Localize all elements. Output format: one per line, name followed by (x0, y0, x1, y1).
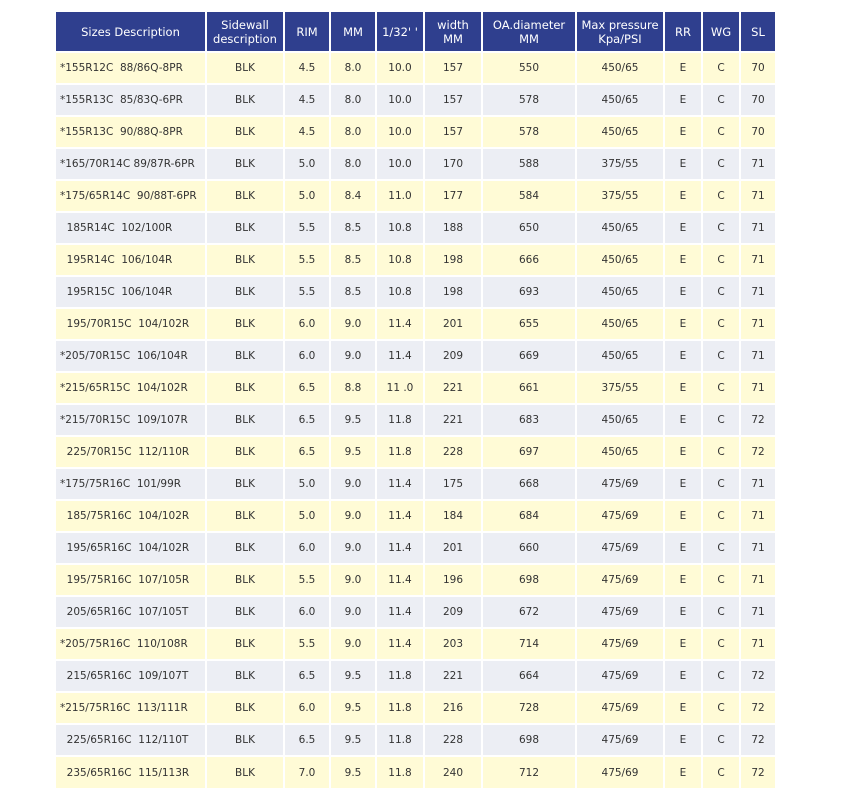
cell-size-description: *155R12C 88/86Q-8PR (56, 52, 206, 84)
cell-rr: E (664, 244, 702, 276)
table-row (56, 148, 776, 180)
cell-rr: E (664, 372, 702, 404)
cell-mm: 8.5 (330, 276, 376, 308)
cell-sidewall: BLK (206, 500, 284, 532)
cell-oa-diameter: 660 (482, 532, 576, 564)
cell-size-description: 195/75R16C 107/105R (56, 564, 206, 596)
cell-rr: E (664, 564, 702, 596)
cell-sl: 72 (740, 436, 776, 468)
cell-wg: C (702, 372, 740, 404)
cell-max-pressure: 475/69 (576, 628, 664, 660)
cell-size-description: *215/70R15C 109/107R (56, 404, 206, 436)
cell-width-mm: 170 (424, 148, 482, 180)
cell-width-mm: 157 (424, 116, 482, 148)
cell-mm: 8.4 (330, 180, 376, 212)
cell-tread-depth: 11.4 (376, 564, 424, 596)
cell-size-description: *175/65R14C 90/88T-6PR (56, 180, 206, 212)
cell-width-mm: 221 (424, 404, 482, 436)
cell-sl: 71 (740, 340, 776, 372)
cell-tread-depth: 11.4 (376, 308, 424, 340)
cell-width-mm: 157 (424, 52, 482, 84)
cell-oa-diameter: 712 (482, 756, 576, 788)
cell-tread-depth: 11.4 (376, 468, 424, 500)
cell-sidewall: BLK (206, 84, 284, 116)
tire-spec-table (56, 12, 777, 788)
cell-wg: C (702, 52, 740, 84)
cell-width-mm: 157 (424, 84, 482, 116)
cell-oa-diameter: 664 (482, 660, 576, 692)
cell-max-pressure: 450/65 (576, 276, 664, 308)
cell-width-mm: 240 (424, 756, 482, 788)
cell-width-mm: 209 (424, 340, 482, 372)
cell-sl: 71 (740, 244, 776, 276)
cell-oa-diameter: 584 (482, 180, 576, 212)
cell-sl: 71 (740, 532, 776, 564)
cell-oa-diameter: 672 (482, 596, 576, 628)
table-row (56, 340, 776, 372)
cell-width-mm: 228 (424, 724, 482, 756)
cell-sidewall: BLK (206, 180, 284, 212)
col-header-sl: SL (740, 12, 776, 52)
cell-rr: E (664, 276, 702, 308)
col-header-width-mm: width MM (424, 12, 482, 52)
cell-sidewall: BLK (206, 436, 284, 468)
cell-size-description: 215/65R16C 109/107T (56, 660, 206, 692)
cell-mm: 9.5 (330, 692, 376, 724)
cell-size-description: 195/70R15C 104/102R (56, 308, 206, 340)
cell-sl: 70 (740, 116, 776, 148)
cell-size-description: *155R13C 90/88Q-8PR (56, 116, 206, 148)
cell-sl: 71 (740, 276, 776, 308)
col-header-rim: RIM (284, 12, 330, 52)
cell-max-pressure: 475/69 (576, 468, 664, 500)
cell-sl: 71 (740, 564, 776, 596)
cell-mm: 9.0 (330, 628, 376, 660)
table-row (56, 276, 776, 308)
cell-wg: C (702, 596, 740, 628)
cell-size-description: 185R14C 102/100R (56, 212, 206, 244)
cell-max-pressure: 475/69 (576, 692, 664, 724)
cell-wg: C (702, 180, 740, 212)
table-row (56, 84, 776, 116)
cell-rr: E (664, 84, 702, 116)
table-row (56, 404, 776, 436)
cell-wg: C (702, 116, 740, 148)
cell-wg: C (702, 628, 740, 660)
cell-sidewall: BLK (206, 340, 284, 372)
cell-sl: 72 (740, 692, 776, 724)
cell-max-pressure: 475/69 (576, 756, 664, 788)
col-header-wg: WG (702, 12, 740, 52)
cell-mm: 9.5 (330, 756, 376, 788)
cell-oa-diameter: 684 (482, 500, 576, 532)
cell-sidewall: BLK (206, 756, 284, 788)
table-row (56, 756, 776, 788)
col-header-tread-depth: 1/32' ' (376, 12, 424, 52)
cell-size-description: *205/75R16C 110/108R (56, 628, 206, 660)
cell-width-mm: 196 (424, 564, 482, 596)
cell-sidewall: BLK (206, 212, 284, 244)
cell-size-description: *155R13C 85/83Q-6PR (56, 84, 206, 116)
cell-tread-depth: 11.8 (376, 404, 424, 436)
cell-mm: 9.0 (330, 308, 376, 340)
cell-oa-diameter: 666 (482, 244, 576, 276)
cell-wg: C (702, 276, 740, 308)
cell-width-mm: 221 (424, 372, 482, 404)
cell-width-mm: 203 (424, 628, 482, 660)
cell-sl: 71 (740, 180, 776, 212)
cell-sl: 72 (740, 404, 776, 436)
cell-sidewall: BLK (206, 564, 284, 596)
cell-max-pressure: 450/65 (576, 308, 664, 340)
cell-sl: 71 (740, 500, 776, 532)
cell-wg: C (702, 212, 740, 244)
table-row (56, 116, 776, 148)
cell-wg: C (702, 404, 740, 436)
cell-mm: 8.0 (330, 116, 376, 148)
col-header-oa-diameter: OA.diameter MM (482, 12, 576, 52)
cell-size-description: 205/65R16C 107/105T (56, 596, 206, 628)
col-header-rr: RR (664, 12, 702, 52)
cell-width-mm: 175 (424, 468, 482, 500)
cell-max-pressure: 450/65 (576, 84, 664, 116)
cell-tread-depth: 11.8 (376, 756, 424, 788)
cell-width-mm: 201 (424, 308, 482, 340)
cell-size-description: *215/65R15C 104/102R (56, 372, 206, 404)
cell-tread-depth: 11.4 (376, 500, 424, 532)
cell-max-pressure: 475/69 (576, 660, 664, 692)
cell-max-pressure: 375/55 (576, 148, 664, 180)
table-row (56, 436, 776, 468)
cell-sl: 71 (740, 468, 776, 500)
cell-wg: C (702, 244, 740, 276)
cell-tread-depth: 11 .0 (376, 372, 424, 404)
cell-wg: C (702, 500, 740, 532)
cell-oa-diameter: 668 (482, 468, 576, 500)
cell-oa-diameter: 669 (482, 340, 576, 372)
cell-max-pressure: 450/65 (576, 212, 664, 244)
cell-tread-depth: 11.4 (376, 596, 424, 628)
cell-rr: E (664, 308, 702, 340)
cell-tread-depth: 10.0 (376, 116, 424, 148)
cell-sl: 71 (740, 212, 776, 244)
table-row (56, 468, 776, 500)
cell-mm: 9.5 (330, 436, 376, 468)
cell-mm: 8.0 (330, 84, 376, 116)
cell-sidewall: BLK (206, 692, 284, 724)
cell-rr: E (664, 692, 702, 724)
cell-max-pressure: 475/69 (576, 532, 664, 564)
table-row (56, 180, 776, 212)
cell-rr: E (664, 180, 702, 212)
table-row (56, 532, 776, 564)
cell-sidewall: BLK (206, 628, 284, 660)
cell-size-description: 225/65R16C 112/110T (56, 724, 206, 756)
cell-width-mm: 216 (424, 692, 482, 724)
cell-oa-diameter: 698 (482, 724, 576, 756)
cell-tread-depth: 10.8 (376, 212, 424, 244)
cell-sl: 71 (740, 372, 776, 404)
cell-width-mm: 198 (424, 244, 482, 276)
cell-rr: E (664, 756, 702, 788)
col-header-mm: MM (330, 12, 376, 52)
cell-wg: C (702, 756, 740, 788)
cell-max-pressure: 475/69 (576, 724, 664, 756)
cell-rim: 6.5 (284, 372, 330, 404)
cell-size-description: 195/65R16C 104/102R (56, 532, 206, 564)
cell-rim: 5.5 (284, 628, 330, 660)
cell-sidewall: BLK (206, 276, 284, 308)
cell-rr: E (664, 212, 702, 244)
cell-max-pressure: 475/69 (576, 564, 664, 596)
cell-wg: C (702, 724, 740, 756)
cell-wg: C (702, 660, 740, 692)
cell-oa-diameter: 650 (482, 212, 576, 244)
cell-tread-depth: 11.8 (376, 436, 424, 468)
cell-oa-diameter: 728 (482, 692, 576, 724)
cell-rim: 5.0 (284, 468, 330, 500)
cell-size-description: 195R15C 106/104R (56, 276, 206, 308)
cell-rim: 6.0 (284, 308, 330, 340)
cell-rr: E (664, 500, 702, 532)
cell-width-mm: 201 (424, 532, 482, 564)
cell-sidewall: BLK (206, 116, 284, 148)
cell-tread-depth: 11.4 (376, 340, 424, 372)
cell-oa-diameter: 683 (482, 404, 576, 436)
cell-max-pressure: 450/65 (576, 116, 664, 148)
cell-mm: 9.5 (330, 404, 376, 436)
table-row (56, 564, 776, 596)
cell-rim: 6.0 (284, 596, 330, 628)
cell-size-description: 235/65R16C 115/113R (56, 756, 206, 788)
cell-width-mm: 221 (424, 660, 482, 692)
cell-rim: 5.5 (284, 244, 330, 276)
header-row (56, 12, 776, 52)
cell-rr: E (664, 340, 702, 372)
cell-wg: C (702, 532, 740, 564)
cell-rim: 6.5 (284, 436, 330, 468)
cell-sidewall: BLK (206, 404, 284, 436)
col-header-sidewall-description: Sidewall description (206, 12, 284, 52)
cell-sl: 72 (740, 756, 776, 788)
cell-size-description: 225/70R15C 112/110R (56, 436, 206, 468)
cell-sidewall: BLK (206, 596, 284, 628)
cell-rim: 5.5 (284, 564, 330, 596)
cell-wg: C (702, 564, 740, 596)
cell-mm: 8.5 (330, 244, 376, 276)
cell-mm: 9.5 (330, 660, 376, 692)
cell-sl: 70 (740, 84, 776, 116)
table-body (56, 52, 776, 788)
cell-rim: 6.5 (284, 404, 330, 436)
cell-rim: 6.0 (284, 692, 330, 724)
cell-oa-diameter: 578 (482, 116, 576, 148)
cell-sidewall: BLK (206, 244, 284, 276)
cell-rim: 7.0 (284, 756, 330, 788)
cell-oa-diameter: 693 (482, 276, 576, 308)
cell-mm: 9.0 (330, 468, 376, 500)
cell-tread-depth: 11.4 (376, 532, 424, 564)
cell-tread-depth: 10.8 (376, 276, 424, 308)
cell-oa-diameter: 698 (482, 564, 576, 596)
cell-rim: 5.0 (284, 148, 330, 180)
cell-max-pressure: 450/65 (576, 340, 664, 372)
cell-sl: 72 (740, 660, 776, 692)
cell-sidewall: BLK (206, 660, 284, 692)
cell-mm: 8.8 (330, 372, 376, 404)
table-row (56, 52, 776, 84)
cell-width-mm: 177 (424, 180, 482, 212)
cell-rr: E (664, 436, 702, 468)
col-header-sizes-description: Sizes Description (56, 12, 206, 52)
cell-max-pressure: 450/65 (576, 244, 664, 276)
cell-sidewall: BLK (206, 148, 284, 180)
cell-width-mm: 198 (424, 276, 482, 308)
cell-max-pressure: 450/65 (576, 436, 664, 468)
cell-max-pressure: 375/55 (576, 372, 664, 404)
cell-size-description: 185/75R16C 104/102R (56, 500, 206, 532)
cell-rim: 4.5 (284, 52, 330, 84)
cell-mm: 9.0 (330, 532, 376, 564)
cell-rim: 6.0 (284, 532, 330, 564)
cell-wg: C (702, 148, 740, 180)
cell-mm: 9.0 (330, 500, 376, 532)
cell-max-pressure: 450/65 (576, 404, 664, 436)
cell-size-description: *175/75R16C 101/99R (56, 468, 206, 500)
table-row (56, 372, 776, 404)
cell-rim: 5.0 (284, 180, 330, 212)
cell-mm: 9.0 (330, 340, 376, 372)
cell-rr: E (664, 404, 702, 436)
cell-mm: 8.0 (330, 52, 376, 84)
cell-wg: C (702, 340, 740, 372)
cell-rim: 5.5 (284, 212, 330, 244)
cell-rim: 5.5 (284, 276, 330, 308)
cell-width-mm: 184 (424, 500, 482, 532)
cell-oa-diameter: 588 (482, 148, 576, 180)
cell-sidewall: BLK (206, 532, 284, 564)
cell-sl: 72 (740, 724, 776, 756)
cell-rr: E (664, 468, 702, 500)
cell-max-pressure: 475/69 (576, 596, 664, 628)
cell-sl: 71 (740, 308, 776, 340)
cell-sl: 70 (740, 52, 776, 84)
cell-tread-depth: 11.8 (376, 660, 424, 692)
cell-rr: E (664, 660, 702, 692)
cell-rr: E (664, 52, 702, 84)
table-row (56, 660, 776, 692)
cell-sidewall: BLK (206, 52, 284, 84)
cell-rim: 5.0 (284, 500, 330, 532)
cell-rim: 4.5 (284, 84, 330, 116)
cell-width-mm: 209 (424, 596, 482, 628)
table-row (56, 628, 776, 660)
cell-rr: E (664, 724, 702, 756)
cell-oa-diameter: 714 (482, 628, 576, 660)
cell-sidewall: BLK (206, 468, 284, 500)
cell-wg: C (702, 692, 740, 724)
cell-rr: E (664, 532, 702, 564)
cell-rr: E (664, 596, 702, 628)
cell-sl: 71 (740, 628, 776, 660)
cell-tread-depth: 11.8 (376, 724, 424, 756)
cell-rim: 6.5 (284, 724, 330, 756)
cell-size-description: 195R14C 106/104R (56, 244, 206, 276)
cell-tread-depth: 10.0 (376, 84, 424, 116)
cell-mm: 8.0 (330, 148, 376, 180)
cell-wg: C (702, 84, 740, 116)
table-row (56, 308, 776, 340)
table-row (56, 500, 776, 532)
cell-oa-diameter: 655 (482, 308, 576, 340)
cell-wg: C (702, 436, 740, 468)
cell-wg: C (702, 468, 740, 500)
table-row (56, 724, 776, 756)
cell-rr: E (664, 148, 702, 180)
cell-wg: C (702, 308, 740, 340)
cell-oa-diameter: 697 (482, 436, 576, 468)
cell-width-mm: 188 (424, 212, 482, 244)
cell-tread-depth: 11.0 (376, 180, 424, 212)
cell-tread-depth: 10.0 (376, 148, 424, 180)
cell-max-pressure: 375/55 (576, 180, 664, 212)
cell-rr: E (664, 628, 702, 660)
cell-rim: 4.5 (284, 116, 330, 148)
cell-mm: 9.5 (330, 724, 376, 756)
cell-rim: 6.5 (284, 660, 330, 692)
cell-sidewall: BLK (206, 724, 284, 756)
table-row (56, 212, 776, 244)
table-row (56, 692, 776, 724)
cell-tread-depth: 11.4 (376, 628, 424, 660)
cell-oa-diameter: 578 (482, 84, 576, 116)
cell-width-mm: 228 (424, 436, 482, 468)
cell-size-description: *215/75R16C 113/111R (56, 692, 206, 724)
cell-size-description: *205/70R15C 106/104R (56, 340, 206, 372)
cell-mm: 8.5 (330, 212, 376, 244)
table-row (56, 596, 776, 628)
table-row (56, 244, 776, 276)
cell-rim: 6.0 (284, 340, 330, 372)
cell-tread-depth: 10.0 (376, 52, 424, 84)
cell-mm: 9.0 (330, 564, 376, 596)
cell-sl: 71 (740, 148, 776, 180)
cell-tread-depth: 11.8 (376, 692, 424, 724)
cell-size-description: *165/70R14C 89/87R-6PR (56, 148, 206, 180)
cell-max-pressure: 475/69 (576, 500, 664, 532)
col-header-max-pressure: Max pressure Kpa/PSI (576, 12, 664, 52)
cell-mm: 9.0 (330, 596, 376, 628)
cell-sidewall: BLK (206, 308, 284, 340)
cell-oa-diameter: 550 (482, 52, 576, 84)
cell-rr: E (664, 116, 702, 148)
cell-sl: 71 (740, 596, 776, 628)
cell-sidewall: BLK (206, 372, 284, 404)
cell-max-pressure: 450/65 (576, 52, 664, 84)
cell-tread-depth: 10.8 (376, 244, 424, 276)
cell-oa-diameter: 661 (482, 372, 576, 404)
